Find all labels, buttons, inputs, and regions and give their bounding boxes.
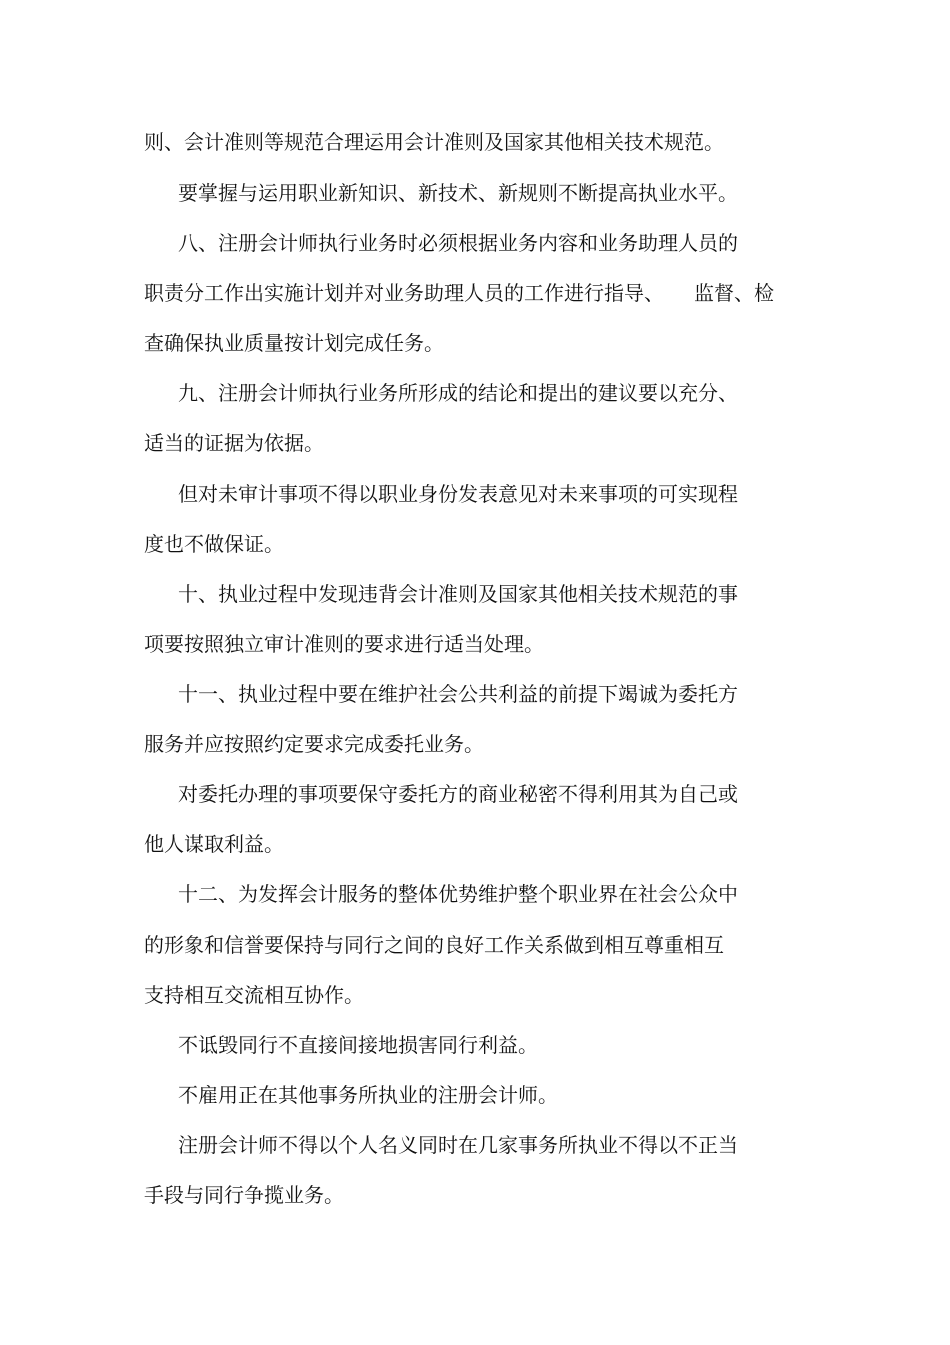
text-line: 八、注册会计师执行业务时必须根据业务内容和业务助理人员的 bbox=[178, 231, 738, 255]
text-line: 不雇用正在其他事务所执业的注册会计师。 bbox=[178, 1083, 558, 1107]
text-line: 他人谋取利益。 bbox=[144, 832, 284, 856]
text-line: 服务并应按照约定要求完成委托业务。 bbox=[144, 732, 484, 756]
text-line: 不诋毁同行不直接间接地损害同行利益。 bbox=[178, 1033, 538, 1057]
text-line: 职责分工作出实施计划并对业务助理人员的工作进行指导、 监督、检 bbox=[144, 281, 774, 305]
text-line: 度也不做保证。 bbox=[144, 532, 284, 556]
text-line: 但对未审计事项不得以职业身份发表意见对未来事项的可实现程 bbox=[178, 482, 738, 506]
text-line: 要掌握与运用职业新知识、新技术、新规则不断提高执业水平。 bbox=[178, 181, 738, 205]
text-line: 适当的证据为依据。 bbox=[144, 431, 324, 455]
text-line: 十、执业过程中发现违背会计准则及国家其他相关技术规范的事 bbox=[178, 582, 738, 606]
text-line: 对委托办理的事项要保守委托方的商业秘密不得利用其为自己或 bbox=[178, 782, 738, 806]
text-line: 九、注册会计师执行业务所形成的结论和提出的建议要以充分、 bbox=[178, 381, 738, 405]
text-line: 查确保执业质量按计划完成任务。 bbox=[144, 331, 444, 355]
text-line: 支持相互交流相互协作。 bbox=[144, 983, 364, 1007]
text-line: 十一、执业过程中要在维护社会公共利益的前提下竭诚为委托方 bbox=[178, 682, 738, 706]
text-line: 注册会计师不得以个人名义同时在几家事务所执业不得以不正当 bbox=[178, 1133, 738, 1157]
text-line: 的形象和信誉要保持与同行之间的良好工作关系做到相互尊重相互 bbox=[144, 933, 724, 957]
text-line: 十二、为发挥会计服务的整体优势维护整个职业界在社会公众中 bbox=[178, 882, 738, 906]
text-line: 手段与同行争揽业务。 bbox=[144, 1183, 344, 1207]
text-line: 项要按照独立审计准则的要求进行适当处理。 bbox=[144, 632, 544, 656]
text-line: 则、会计准则等规范合理运用会计准则及国家其他相关技术规范。 bbox=[144, 130, 724, 154]
